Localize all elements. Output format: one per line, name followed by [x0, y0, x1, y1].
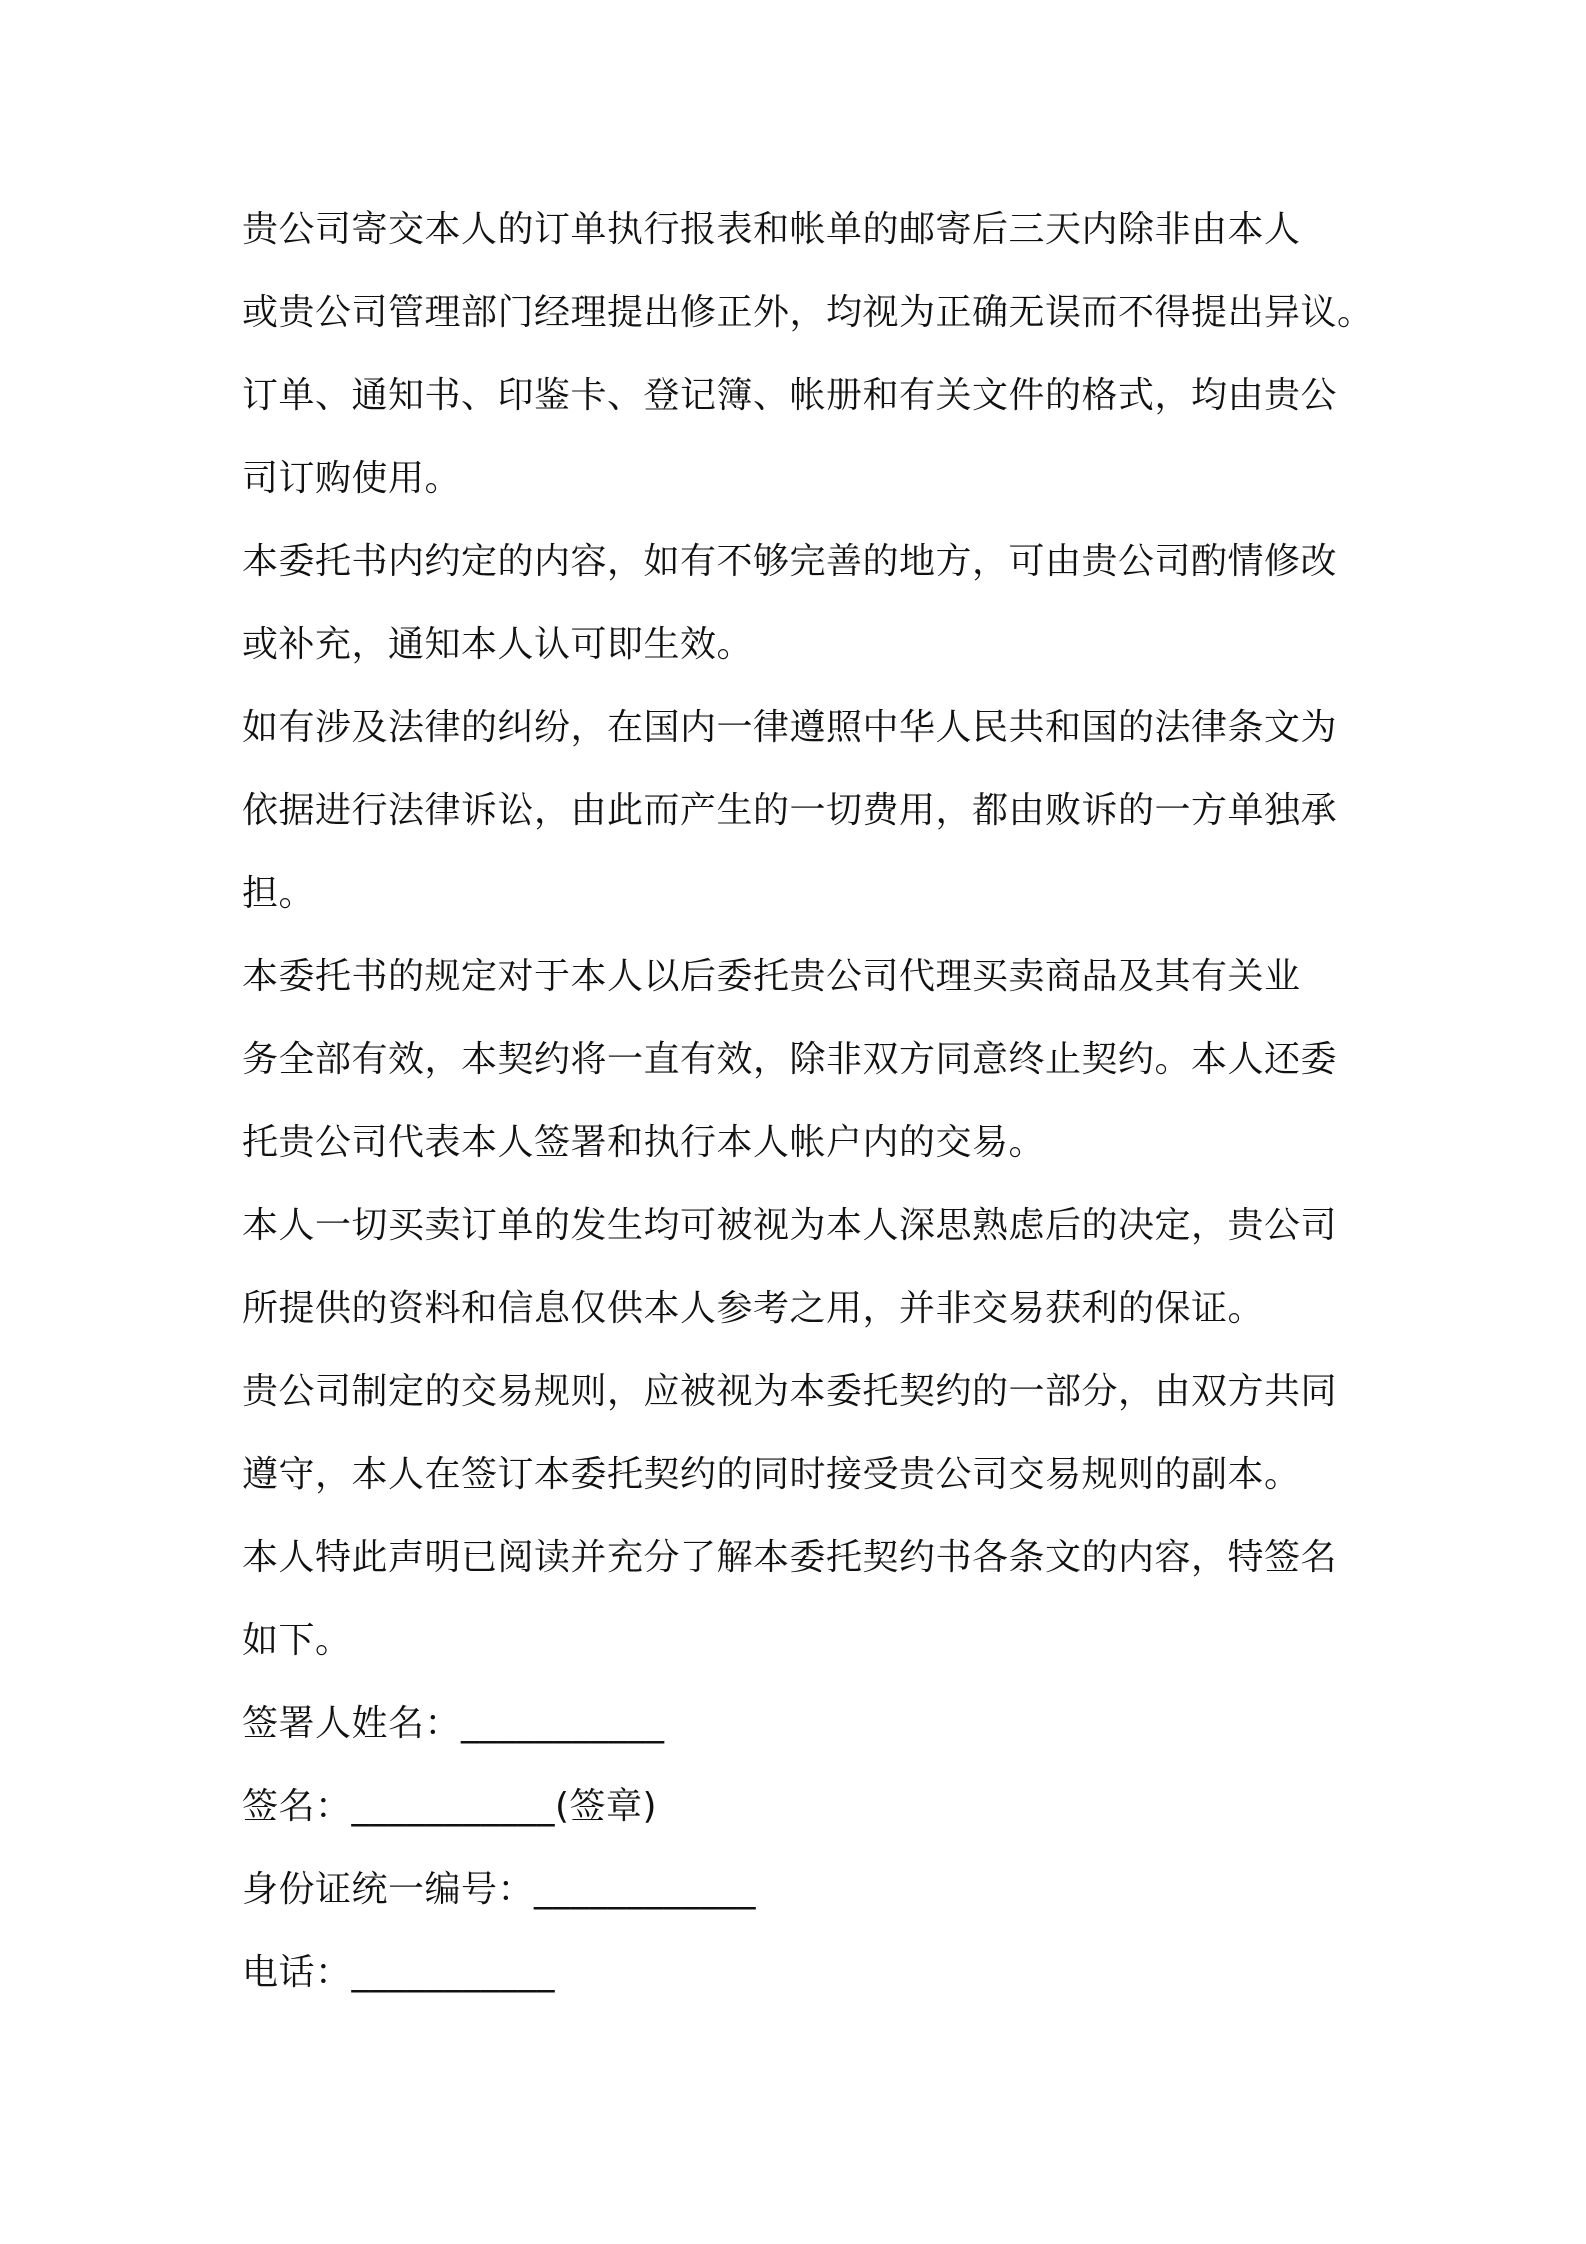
signature-field: 签名：___________(签章) — [242, 1786, 658, 1827]
paragraph-line: 贵公司制定的交易规则，应被视为本委托契约的一部分，由双方共同 — [242, 1371, 1338, 1412]
phone-field: 电话：___________ — [242, 1952, 556, 1993]
paragraph-line: 如有涉及法律的纠纷，在国内一律遵照中华人民共和国的法律条文为 — [242, 707, 1338, 748]
paragraph-line: 本人一切买卖订单的发生均可被视为本人深思熟虑后的决定，贵公司 — [242, 1205, 1338, 1246]
paragraph-line: 依据进行法律诉讼，由此而产生的一切费用，都由败诉的一方单独承 — [242, 790, 1338, 831]
paragraph-line: 司订购使用。 — [242, 458, 462, 499]
paragraph-line: 遵守，本人在签订本委托契约的同时接受贵公司交易规则的副本。 — [242, 1454, 1301, 1495]
id-number-field: 身份证统一编号：____________ — [242, 1869, 757, 1910]
paragraph-line: 担。 — [242, 873, 316, 914]
paragraph-line: 订单、通知书、印鉴卡、登记簿、帐册和有关文件的格式，均由贵公 — [242, 375, 1338, 416]
paragraph-line: 如下。 — [242, 1620, 352, 1661]
signer-name-field: 签署人姓名：___________ — [242, 1703, 665, 1744]
paragraph-line: 务全部有效，本契约将一直有效，除非双方同意终止契约。本人还委 — [242, 1039, 1338, 1080]
paragraph-line: 本委托书内约定的内容，如有不够完善的地方，可由贵公司酌情修改 — [242, 541, 1338, 582]
paragraph-line: 所提供的资料和信息仅供本人参考之用，并非交易获利的保证。 — [242, 1288, 1265, 1329]
paragraph-line: 贵公司寄交本人的订单执行报表和帐单的邮寄后三天内除非由本人 — [242, 209, 1301, 250]
paragraph-line: 托贵公司代表本人签署和执行本人帐户内的交易。 — [242, 1122, 1046, 1163]
paragraph-line: 或补充，通知本人认可即生效。 — [242, 624, 754, 665]
paragraph-line: 本人特此声明已阅读并充分了解本委托契约书各条文的内容，特签名 — [242, 1537, 1338, 1578]
paragraph-line: 本委托书的规定对于本人以后委托贵公司代理买卖商品及其有关业 — [242, 956, 1301, 997]
paragraph-line: 或贵公司管理部门经理提出修正外，均视为正确无误而不得提出异议。 — [242, 292, 1374, 333]
